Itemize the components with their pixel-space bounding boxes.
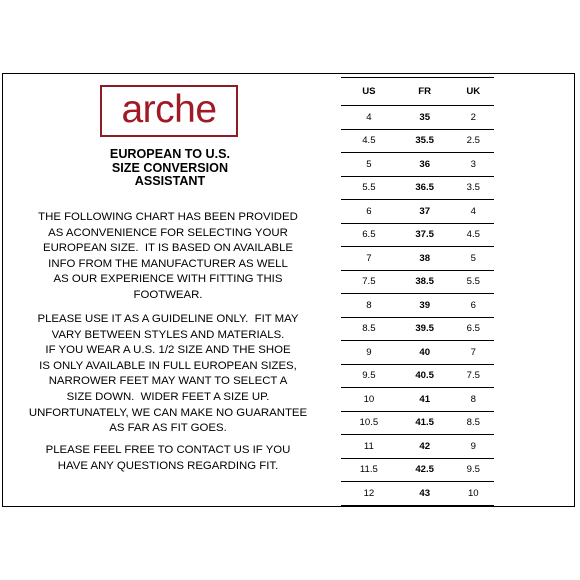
text-line: THE FOLLOWING CHART HAS BEEN PROVIDED [38,211,298,223]
cell-fr: 43 [397,482,453,506]
text-line: VARY BETWEEN STYLES AND MATERIALS. [51,328,285,341]
cell-us: 11 [341,435,397,459]
title-line: SIZE CONVERSION [111,160,229,175]
cell-us: 6 [341,200,397,224]
column-header-fr: FR [397,78,453,106]
cell-uk: 4 [453,200,494,224]
text-line: UNFORTUNATELY, WE CAN MAKE NO GUARANTEE [28,406,308,419]
cell-us: 9 [341,341,397,365]
cell-us: 11.5 [341,458,397,482]
guideline-paragraph [18,312,318,437]
cell-us: 5 [341,153,397,177]
cell-uk: 6.5 [453,317,494,341]
cell-uk: 3 [453,153,494,177]
cell-fr: 42.5 [397,458,453,482]
cell-fr: 38.5 [397,270,453,294]
cell-uk: 9.5 [453,458,494,482]
cell-uk: 5.5 [453,270,494,294]
logo-text: arche [121,87,217,131]
table-row [341,364,494,388]
table-row [341,341,494,365]
cell-fr: 36.5 [397,176,453,200]
cell-fr: 37 [397,200,453,224]
table-row [341,482,494,506]
cell-us: 5.5 [341,176,397,200]
text-line: AS FAR AS FIT GOES. [109,422,227,435]
cell-uk: 7.5 [453,364,494,388]
table-row [341,200,494,224]
table-row [341,294,494,318]
table-header-row [341,78,494,106]
cell-fr: 35 [397,106,453,130]
cell-fr: 37.5 [397,223,453,247]
text-line: IF YOU WEAR A U.S. 1/2 SIZE AND THE SHOE [45,344,291,357]
text-line: PLEASE FEEL FREE TO CONTACT US IF YOU [45,444,291,456]
text-line: AS ACONVENIENCE FOR SELECTING YOUR [48,226,288,239]
table-row [341,270,494,294]
cell-us: 9.5 [341,364,397,388]
text-line: INFO FROM THE MANUFACTURER AS WELL [48,257,288,270]
title-line: ASSISTANT [134,174,206,188]
cell-us: 7 [341,247,397,271]
table-row [341,458,494,482]
text-line: HAVE ANY QUESTIONS REGARDING FIT. [57,459,279,472]
title-line: EUROPEAN TO U.S. [109,147,231,161]
cell-fr: 39 [397,294,453,318]
cell-us: 8 [341,294,397,318]
cell-uk: 10 [453,482,494,506]
cell-fr: 40.5 [397,364,453,388]
cell-uk: 9 [453,435,494,459]
intro-paragraph [18,210,318,304]
cell-fr: 35.5 [397,129,453,153]
cell-fr: 42 [397,435,453,459]
cell-us: 10 [341,388,397,412]
cell-uk: 2.5 [453,129,494,153]
cell-us: 6.5 [341,223,397,247]
cell-uk: 6 [453,294,494,318]
column-header-uk: UK [453,78,494,106]
cell-us: 4 [341,106,397,130]
column-header-us: US [341,78,397,106]
cell-fr: 41 [397,388,453,412]
size-conversion-table [341,77,494,506]
table-row [341,388,494,412]
text-line: NARROWER FEET MAY WANT TO SELECT A [48,375,288,388]
text-line: SIZE DOWN. WIDER FEET A SIZE UP. [66,390,270,403]
table-row [341,435,494,459]
cell-uk: 7 [453,341,494,365]
table-row [341,223,494,247]
arche-logo [100,85,238,137]
text-line: FOOTWEAR. [133,288,203,301]
table-row [341,129,494,153]
cell-us: 12 [341,482,397,506]
cell-uk: 3.5 [453,176,494,200]
text-line: AS OUR EXPERIENCE WITH FITTING THIS [53,273,283,286]
cell-us: 7.5 [341,270,397,294]
cell-uk: 4.5 [453,223,494,247]
text-line: IS ONLY AVAILABLE IN FULL EUROPEAN SIZES, [39,359,297,372]
cell-fr: 41.5 [397,411,453,435]
cell-uk: 8.5 [453,411,494,435]
page-title [60,148,280,189]
text-line: PLEASE USE IT AS A GUIDELINE ONLY. FIT MAY [37,313,299,325]
table-row [341,247,494,271]
cell-uk: 2 [453,106,494,130]
cell-us: 8.5 [341,317,397,341]
cell-uk: 8 [453,388,494,412]
contact-paragraph [18,443,318,474]
cell-us: 4.5 [341,129,397,153]
table-row [341,153,494,177]
cell-fr: 39.5 [397,317,453,341]
table-row [341,176,494,200]
cell-fr: 38 [397,247,453,271]
text-line: EUROPEAN SIZE. IT IS BASED ON AVAILABLE [42,242,294,255]
table-row [341,317,494,341]
cell-fr: 36 [397,153,453,177]
table-row [341,411,494,435]
table-row [341,106,494,130]
cell-uk: 5 [453,247,494,271]
cell-us: 10.5 [341,411,397,435]
cell-fr: 40 [397,341,453,365]
